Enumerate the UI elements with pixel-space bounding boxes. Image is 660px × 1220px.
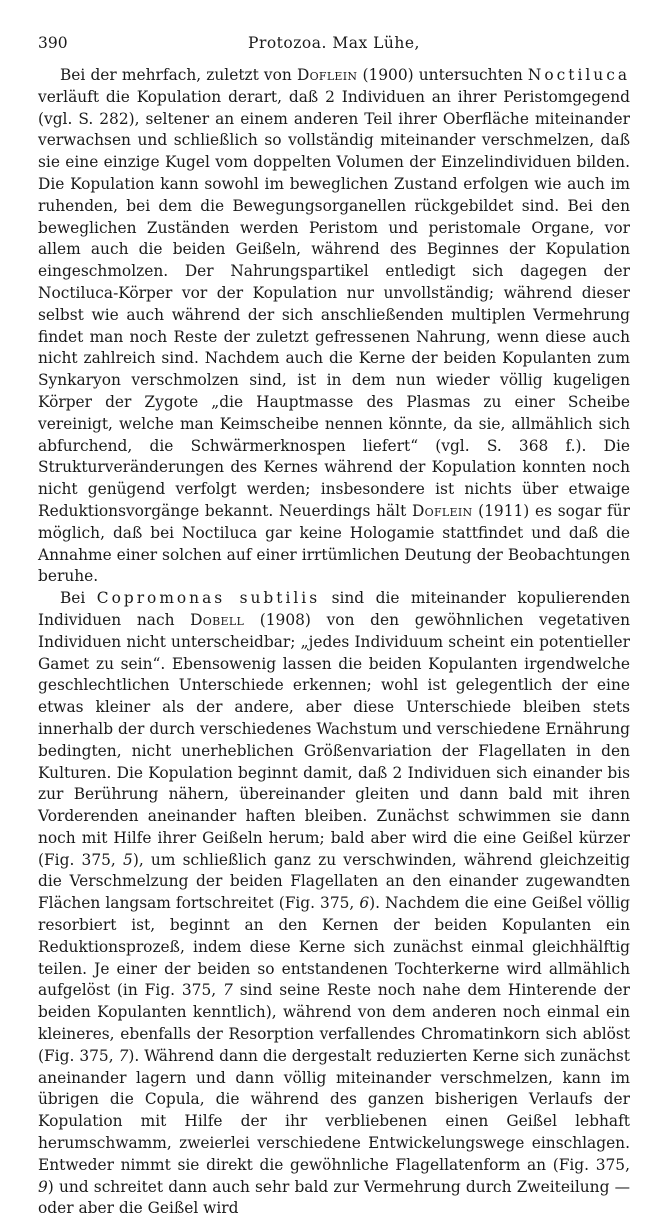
text-run: Bei der mehrfach, zuletzt von: [60, 66, 297, 84]
text-run-it: 9: [38, 1177, 48, 1196]
text-run: ). Während dann die dergestalt reduzierten Kerne sich zunächst aneinander lagern und dann völlig miteinander verschmelzen, kann im übrigen die Copula, die während des ganzen bisherigen Verlaufs der Kopulation mit Hilfe der ihr verbliebenen einen Geißel lebhaft herumschwamm, zweierlei verschiedene Entwickelungswege einschlagen. Entweder nimmt sie direkt die gewöhnliche Flagellatenform an (Fig. 375,: [38, 1046, 630, 1174]
page-header: [38, 34, 630, 56]
text-run-sp: Noctiluca: [527, 66, 630, 84]
text-run: sind seine Reste noch nahe dem Hinterende der beiden Kopulanten kenntlich), während von dem anderen noch einmal ein kleineres, ebenfalls der Resorption verfallendes Chromatinkorn sich ablöst (Fig. 375,: [38, 981, 630, 1065]
paragraph: [38, 65, 630, 588]
text-run-it: 7: [223, 981, 233, 1000]
text-run: (1911) es sogar für möglich, daß bei Noctiluca gar keine Hologamie stattfindet und daß die Annahme einer solchen auf einer irrtümlichen Deutung der Beobachtungen beruhe.: [38, 501, 630, 586]
text-run-sc: Doflein: [296, 66, 358, 84]
page-number: 390: [38, 34, 68, 52]
text-run: ), um schließlich ganz zu verschwinden, während gleichzeitig die Verschmelzung der beiden Flagellaten an den einander zugewandten Flächen langsam fortschreitet (Fig. 375,: [38, 850, 630, 913]
text-run-sp: Copromonas subtilis: [96, 589, 321, 608]
text-run: Bei: [60, 589, 97, 608]
text-run: (1908) von den gewöhnlichen vegetativen Individuen nicht unterscheidbar; „jedes Individuum scheint ein potentieller Gamet zu sein“. Ebensowenig lassen die beiden Kopulanten irgendwelche geschlechtlichen Unterschiede erkennen; wohl ist gelegentlich der eine etwas kleiner als der andere, aber diese Unterschiede bleiben stets innerhalb der durch verschiedenes Wachstum und verschiedene Ernährung bedingten, nicht unerheblichen Größenvariation der Flagellaten in den Kulturen. Die Kopulation beginnt damit, daß 2 Individuen sich einander bis zur Berührung nähern, übereinander gleiten und dann bald mit ihren Vorderenden aneinander haften bleiben. Zunächst schwimmen sie dann noch mit Hilfe ihrer Geißeln herum; bald aber wird die eine Geißel kürzer (Fig. 375,: [38, 610, 630, 869]
text-run-it: 7: [118, 1046, 129, 1065]
running-head: Protozoa. Max Lühe,: [248, 34, 420, 52]
text-run-it: 5: [123, 850, 133, 869]
body-text: [38, 65, 630, 1220]
text-run: ). Nachdem die eine Geißel völlig resorbiert ist, beginnt an den Kernen der beiden Kopulanten ein Reduktionsprozeß, indem diese Kerne sich zunächst einmal gleichhälftig teilen. Je einer der beiden so entstandenen Tochterkerne wird allmählich aufgelöst (in Fig. 375,: [38, 894, 630, 1000]
text-run: verläuft die Kopulation derart, daß 2 Individuen an ihrer Peristomgegend (vgl. S. 282), seltener an einem anderen Teil ihrer Oberfläche miteinander verwachsen und schließlich so vollständig miteinander verschmelzen, daß sie eine einzige Kugel vom doppelten Volumen der Einzelindividuen bilden. Die Kopulation kann sowohl im beweglichen Zustand erfolgen wie auch im ruhenden, bei dem die Bewegungsorganellen rückgebildet sind. Bei den beweglichen Zuständen werden Peristom und peristomale Organe, vor allem auch die beiden Geißeln, während des Beginnes der Kopulation eingeschmolzen. Der Nahrungspartikel entledigt sich dagegen der Noctiluca-Körper vor der Kopulation nur unvollständig; während dieser selbst wie auch während der sich anschließenden multiplen Vermehrung findet man noch Reste der zuletzt gefressenen Nahrung, wenn diese auch nicht zahlreich sind. Nachdem auch die Kerne der beiden Kopulanten zum Synkaryon verschmolzen sind, ist in dem nun wieder völlig kugeligen Körper der Zygote „die Hauptmasse des Plasmas zu einer Scheibe vereinigt, welche man Keimscheibe nennen könnte, da sie, allmählich sich abfurchend, die Schwärmerknospen liefert“ (vgl. S. 368 f.). Die Strukturveränderungen des Kernes während der Kopulation konnten noch nicht genügend verfolgt werden; insbesondere ist nichts über etwaige Reduktionsvorgänge bekannt. Neuerdings hält: [38, 87, 630, 520]
text-run: (1900) untersuchten: [357, 66, 528, 84]
text-run-sc: Dobell: [190, 610, 245, 629]
text-run-sc: Doflein: [412, 501, 473, 520]
text-run: sind die miteinander kopulierenden Individuen nach: [38, 589, 630, 629]
text-run: ) und schreitet dann auch sehr bald zur Vermehrung durch Zweiteilung — oder aber die Geißel wird: [38, 1177, 630, 1218]
paragraph: [38, 588, 630, 1220]
text-run-it: 6: [359, 894, 370, 913]
